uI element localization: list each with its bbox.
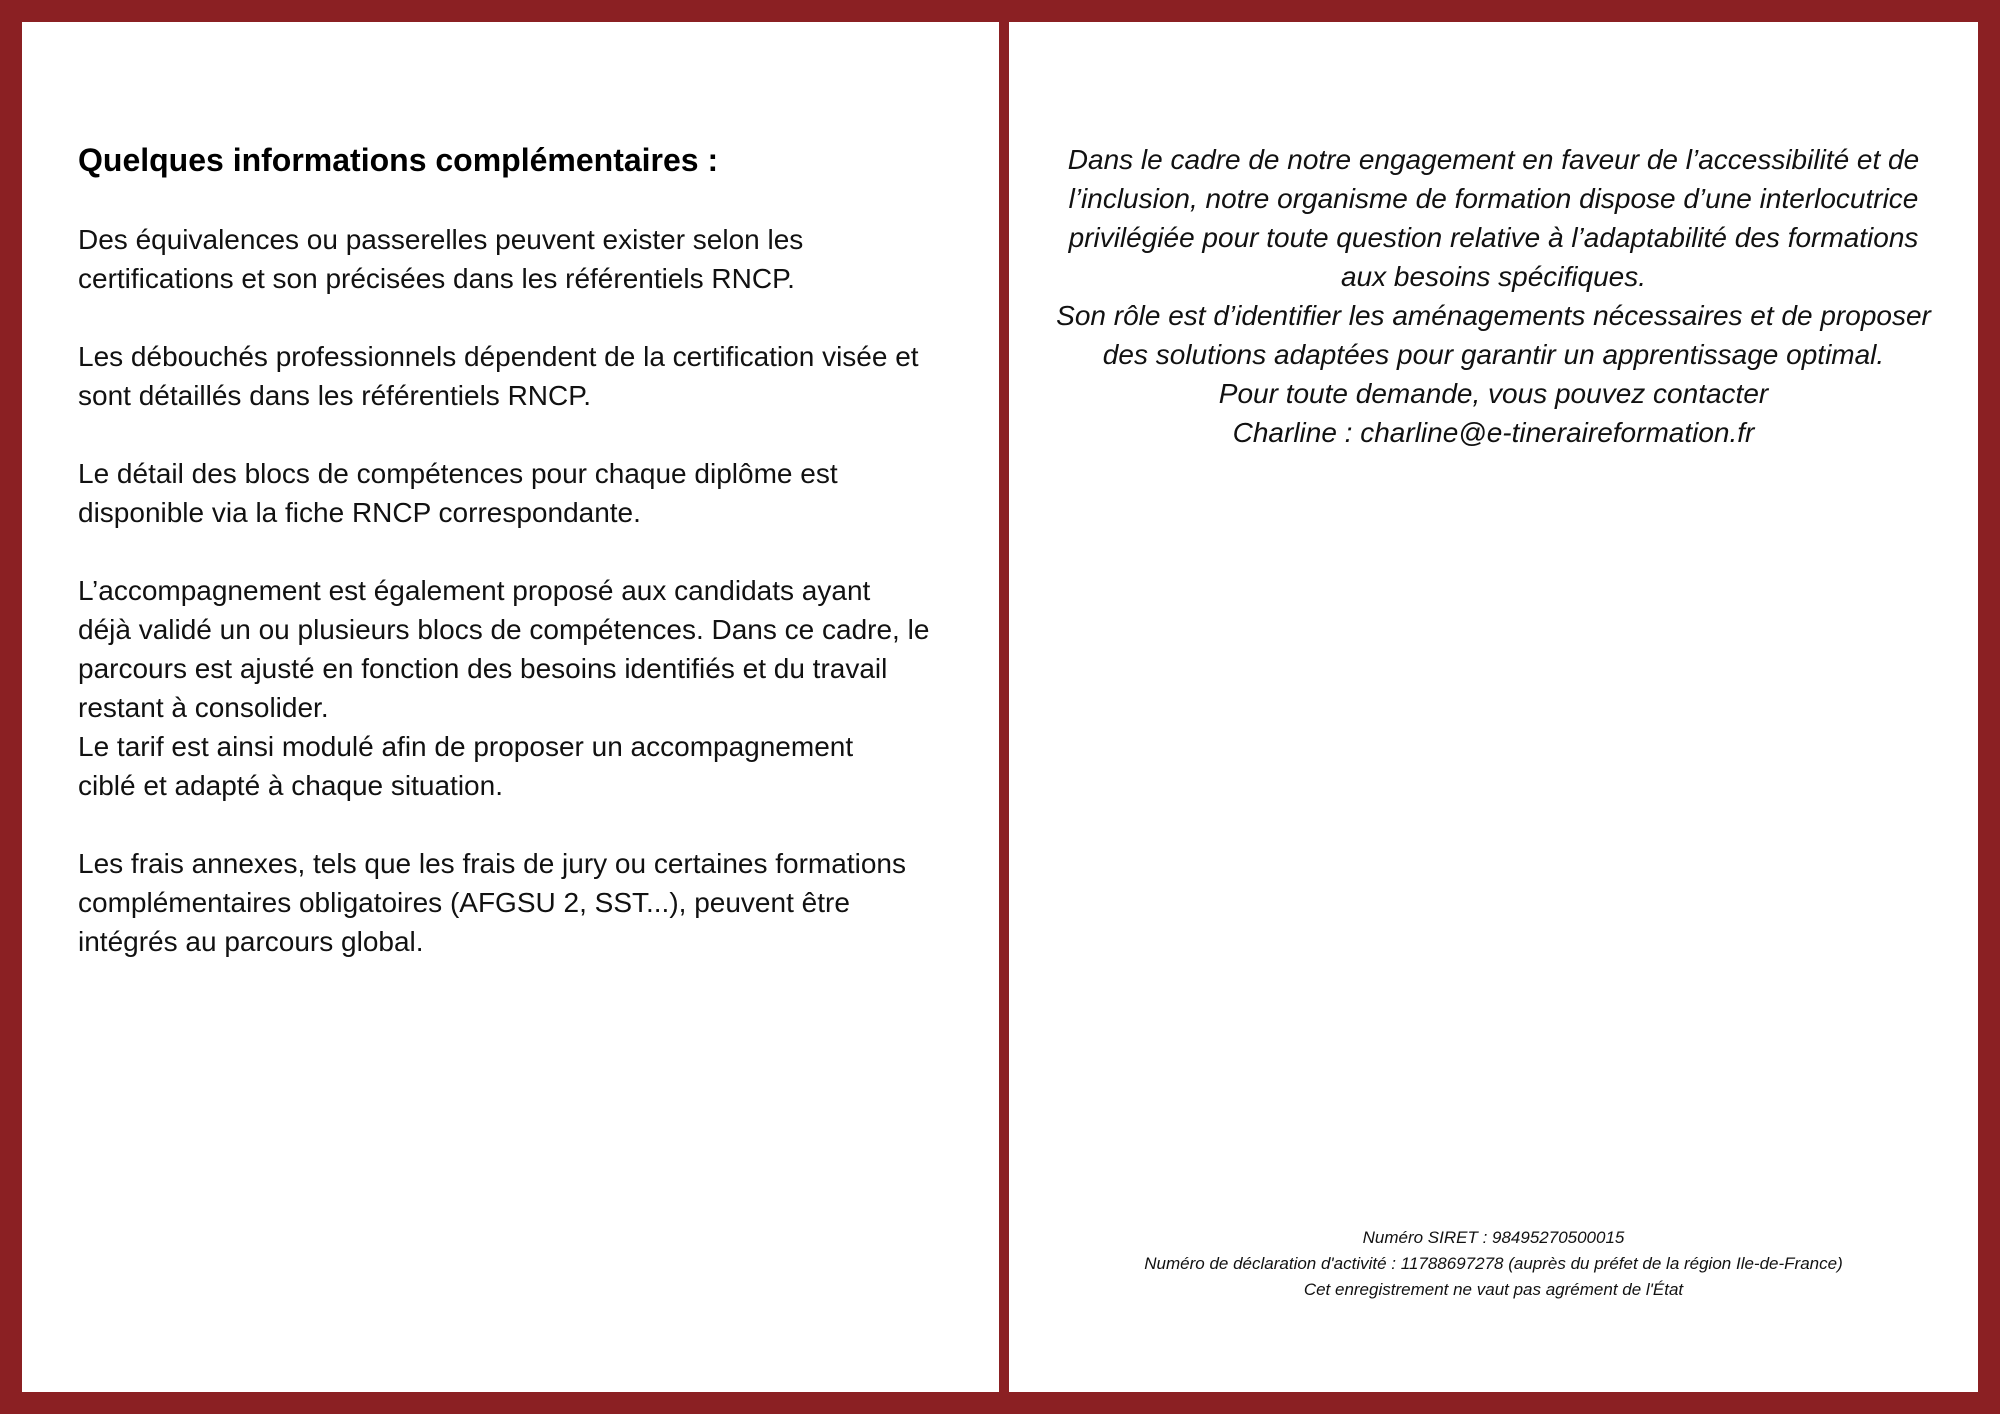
text-line: disponible via la fiche RNCP correspondante. (78, 497, 641, 528)
declaration-line: Numéro de déclaration d'activité : 11788697278 (auprès du préfet de la région Ile-de-France) (1144, 1254, 1843, 1273)
paragraph-accompagnement (78, 571, 988, 805)
paragraph-debouches (78, 337, 988, 415)
text-line: des solutions adaptées pour garantir un apprentissage optimal. (1102, 339, 1885, 370)
text-line: Les frais annexes, tels que les frais de jury ou certaines formations (78, 848, 906, 879)
text-line: ciblé et adapté à chaque situation. (78, 770, 503, 801)
paragraph-blocs-competences (78, 454, 988, 532)
text-line: Le détail des blocs de compétences pour chaque diplôme est (78, 458, 838, 489)
text-line: certifications et son précisées dans les référentiels RNCP. (78, 263, 795, 294)
legal-footer (1009, 1225, 1978, 1303)
text-line: Son rôle est d’identifier les aménagements nécessaires et de proposer (1056, 300, 1931, 331)
text-line: Le tarif est ainsi modulé afin de proposer un accompagnement (78, 731, 854, 762)
paragraph-frais-annexes (78, 844, 988, 961)
text-line: restant à consolider. (78, 692, 329, 723)
siret-line: Numéro SIRET : 98495270500015 (1362, 1228, 1625, 1247)
text-line: l’inclusion, notre organisme de formation dispose d’une interlocutrice (1068, 183, 1919, 214)
text-line: L’accompagnement est également proposé aux candidats ayant (78, 575, 871, 606)
text-line: intégrés au parcours global. (78, 926, 424, 957)
text-line: complémentaires obligatoires (AFGSU 2, SST...), peuvent être (78, 887, 850, 918)
page-heading: Quelques informations complémentaires : (78, 142, 719, 178)
text-line: Les débouchés professionnels dépendent de la certification visée et (78, 341, 919, 372)
text-line: Pour toute demande, vous pouvez contacter (1218, 378, 1769, 409)
text-line: Des équivalences ou passerelles peuvent exister selon les (78, 224, 804, 255)
paragraph-equivalences (78, 220, 988, 298)
text-line: Dans le cadre de notre engagement en faveur de l’accessibilité et de (1067, 144, 1920, 175)
contact-line: Charline : charline@e-tineraireformation.fr (1232, 417, 1755, 448)
registration-note: Cet enregistrement ne vaut pas agrément de l'État (1303, 1280, 1684, 1299)
left-page (22, 22, 999, 1392)
text-line: parcours est ajusté en fonction des besoins identifiés et du travail (78, 653, 888, 684)
text-line: aux besoins spécifiques. (1340, 261, 1647, 292)
right-page (1009, 22, 1978, 1392)
text-line: sont détaillés dans les référentiels RNCP. (78, 380, 592, 411)
text-line: déjà validé un ou plusieurs blocs de compétences. Dans ce cadre, le (78, 614, 930, 645)
accessibility-notice (1029, 140, 1958, 452)
left-content (78, 140, 988, 1000)
text-line: privilégiée pour toute question relative à l’adaptabilité des formations (1068, 222, 1919, 253)
